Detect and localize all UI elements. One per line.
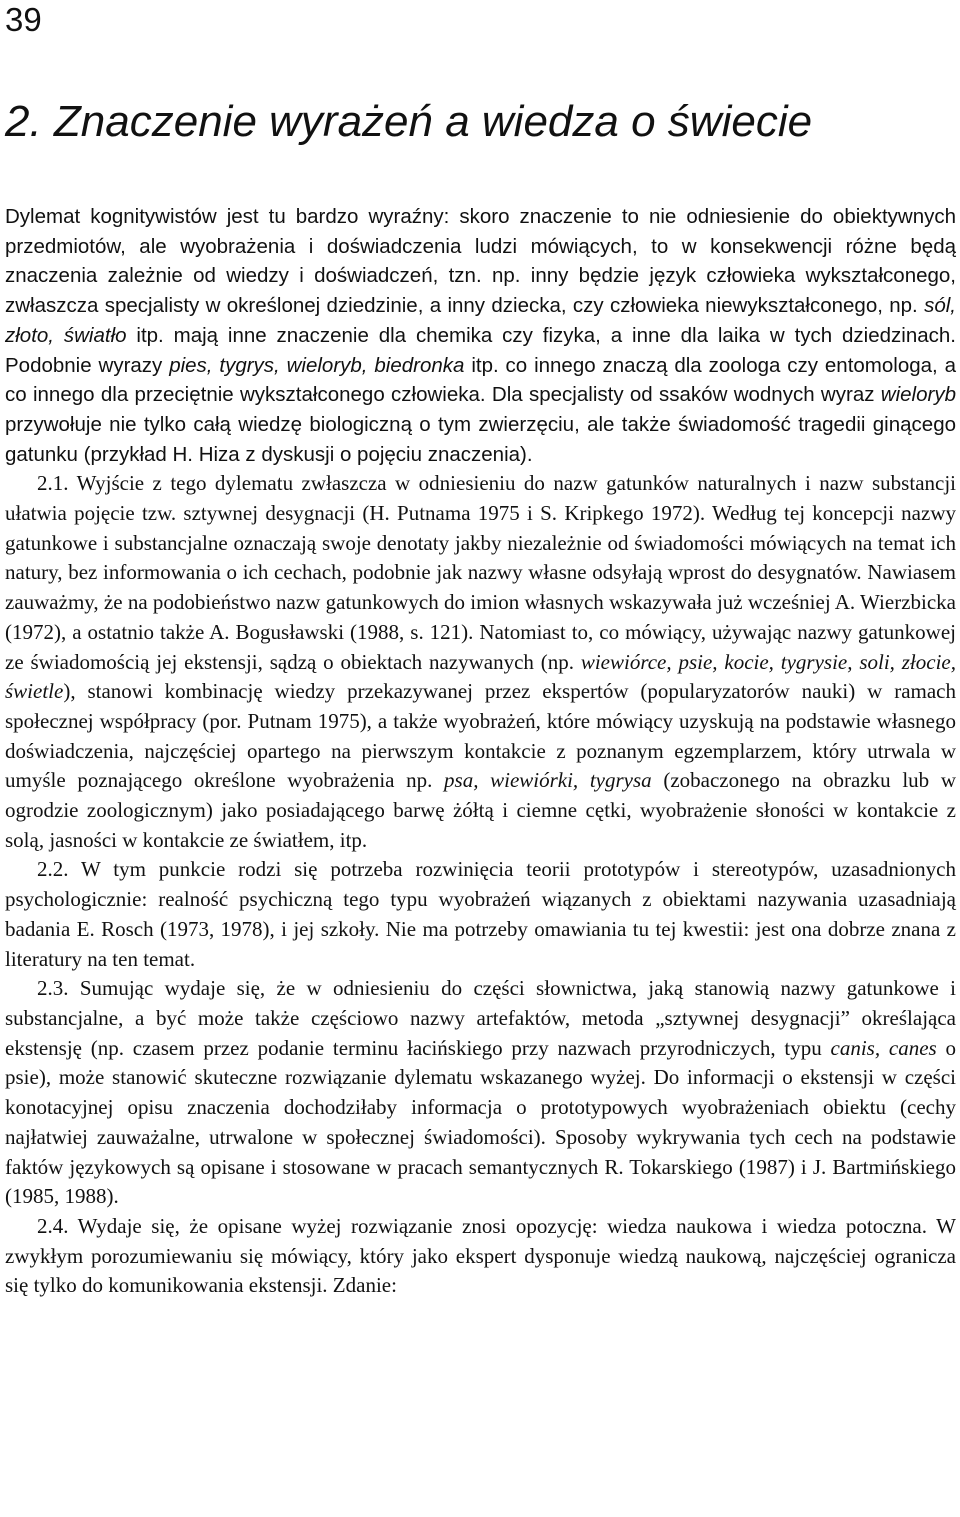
paragraph-2-1 xyxy=(5,469,956,855)
text-run: 2.4. Wydaje się, że opisane wyżej rozwiązanie znosi opozycję: wiedza naukowa i wiedza potoczna. W zwykłym porozumiewaniu się mówiący, który jako ekspert dysponuje wiedzą naukową, najczęściej ogranicza się tylko do komunikowania ekstensji. Zdanie: xyxy=(5,1213,956,1298)
paragraph-2-3 xyxy=(5,974,956,1212)
text-run: 2.1. Wyjście z tego dylematu zwłaszcza w odniesieniu do nazw gatunków naturalnych i nazw substancji ułatwia pojęcie tzw. sztywnej desygnacji (H. Putnama 1975 i S. Kripkego 1972). Według tej koncepcji nazwy gatunkowe i substancjalne oznaczają swoje denotaty jakby niezależnie od świadomości mówiących na temat ich natury, bez informowania o ich cechach, podobnie jak nazwy własne odsyłają wprost do desygnatów. Nawiasem zauważmy, że na podobieństwo nazw gatunkowych do imion własnych wskazywała już wcześniej A. Wierzbicka (1972), a ostatnio także A. Bogusławski (1988, s. 121). Natomiast to, co mówiący, używając nazwy gatunkowej ze świadomością jej ekstensji, sądzą o obiektach nazywanych (np. xyxy=(5,471,956,674)
page-number: 39 xyxy=(5,1,42,38)
text-run: 2.3. Sumując wydaje się, że w odniesieniu do części słownictwa, jaką stanowią nazwy gatunkowe i substancjalne, a być może także częściowo nazwy artefaktów, metoda „sztywnej desygnacji” określająca ekstensję (np. czasem przez podanie terminu łacińskiego przy nazwach przyrodniczych, typu xyxy=(5,976,956,1060)
paragraph-2-2 xyxy=(5,855,956,974)
italic-run: sól, złoto, światło xyxy=(5,294,956,347)
italic-run: wieloryb xyxy=(880,383,956,407)
text-run: o psie), może stanowić skuteczne rozwiązanie dylematu wskazanego wyżej. Do informacji o ekstensji w części konotacyjnej opisu znaczenia dochodziłaby informacja o prototypowych wyobrażeniach obiektu (cechy najłatwiej zauważalne, utrwalone w społecznej świadomości). Sposoby wykrywania tych cech na podstawie faktów językowych są opisane i stosowane w pracach semantycznych R. Tokarskiego (1987) i J. Bartmińskiego (1985, 1988). xyxy=(5,1035,956,1209)
italic-run: canis, canes xyxy=(830,1035,937,1060)
text-run: itp. co innego znaczą dla zoologa czy entomologa, a co innego dla przeciętnie wykształconego człowieka. Dla specjalisty od ssaków wodnych wyraz xyxy=(5,353,957,407)
text-run: itp. mają inne znaczenie dla chemika czy fizyka, a inne dla laika w tych dziedzinach. Podobnie wyrazy xyxy=(5,323,956,377)
italic-run: wiewiórce, psie, kocie, tygrysie, soli, złocie, świetle xyxy=(5,649,956,704)
text-run: Dylemat kognitywistów jest tu bardzo wyraźny: skoro znaczenie to nie odniesienie do obiektywnych przedmiotów, ale wyobrażenia i doświadczenia ludzi mówiących, to w konsekwencji różne będą znaczenia zależnie od wiedzy i doświadczeń, tzn. np. inny będzie język człowieka wykształconego, zwłaszcza specjalisty w określonej dziedzinie, a inny dziecka, czy człowieka niewykształconego, np. xyxy=(5,205,956,318)
italic-run: psa, wiewiórki, tygrysa xyxy=(444,768,652,793)
paragraph-2-4 xyxy=(5,1212,956,1301)
text-run: (zobaczonego na obrazku lub w ogrodzie zoologicznym) jako posiadającego barwę żółtą i ciemne cętki, wyobrażenie słoności w kontakcie z solą, jasności w kontakcie ze światłem, itp. xyxy=(5,768,956,852)
italic-run: pies, tygrys, wieloryb, biedronka xyxy=(169,353,465,377)
body-text xyxy=(5,202,956,1301)
text-run: ), stanowi kombinację wiedzy przekazywanej przez ekspertów (popularyzatorów nauki) w ramach społecznej współpracy (por. Putnam 1975), a także wyobrażeń, które mówiący uzyskują na podstawie własnego doświadczenia, najczęściej opartego na pierwszym kontakcie z poznanym egzemplarzem, który utrwala w umyśle poznającego określone wyobrażenia np. xyxy=(5,679,956,793)
text-run: 2.2. W tym punkcie rodzi się potrzeba rozwinięcia teorii prototypów i stereotypów, uzasadnionych psychologicznie: realność psychiczną tego typu wyobrażeń wiązanych z obiektami nazywania uzasadniają badania E. Rosch (1973, 1978), i jej szkoły. Nie ma potrzeby omawiania tu tej kwestii: jest ona dobrze znana z literatury na ten temat. xyxy=(5,857,956,971)
paragraph-intro xyxy=(5,202,956,469)
chapter-title: 2. Znaczenie wyrażeń a wiedza o świecie xyxy=(5,97,813,146)
text-run: przywołuje nie tylko całą wiedzę biologiczną o tym zwierzęciu, ale także świadomość tragedii ginącego gatunku (przykład H. Hiza z dyskusji o pojęciu znaczenia). xyxy=(5,412,956,466)
